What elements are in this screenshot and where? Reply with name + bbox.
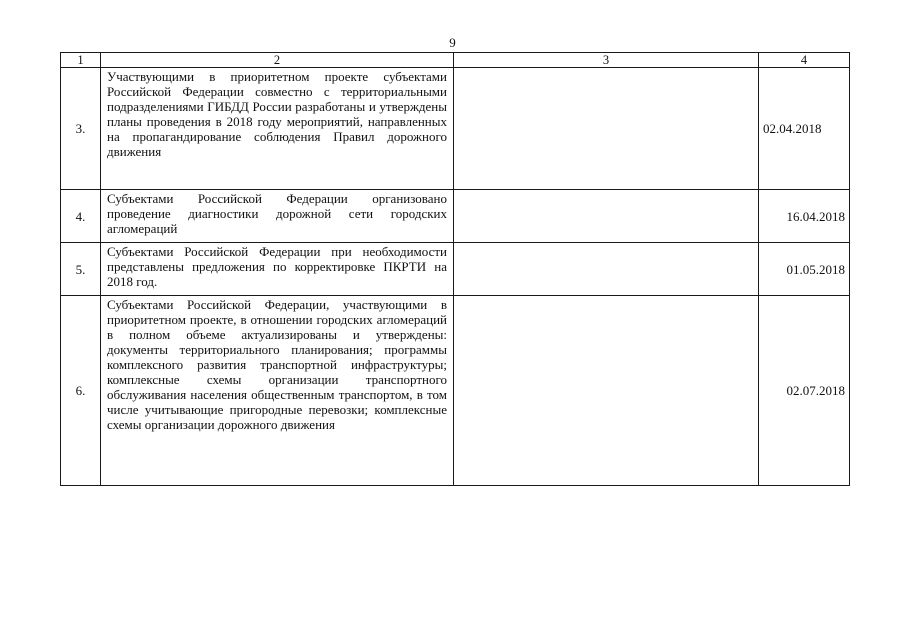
row-number: 6. xyxy=(61,296,101,486)
page-number: 9 xyxy=(449,35,456,50)
table-row xyxy=(61,243,850,296)
row-date: 01.05.2018 xyxy=(759,243,850,296)
row-description xyxy=(101,68,454,190)
row-number: 3. xyxy=(61,68,101,190)
row-description xyxy=(101,243,454,296)
row-description-text: Субъектами Российской Федерации при необходимости представлены предложения по корректировке ПКРТИ на 2018 год. xyxy=(107,244,447,289)
header-col-3: 3 xyxy=(454,53,759,68)
table-row xyxy=(61,190,850,243)
table-header-row xyxy=(61,53,850,68)
row-col3 xyxy=(454,296,759,486)
row-description-text: Субъектами Российской Федерации, участвующими в приоритетном проекте, в отношении городских агломераций в полном объеме актуализированы и утверждены: документы территориального планирования; программы комплексного развития транспортной инфраструктуры; комплексные схемы организации транспортного обслуживания населения общественным транспортом, в том числе учитывающие пригородные перевозки; комплексные схемы организации дорожного движения xyxy=(107,297,447,432)
row-number: 4. xyxy=(61,190,101,243)
row-description xyxy=(101,190,454,243)
table-row xyxy=(61,68,850,190)
row-date: 02.07.2018 xyxy=(759,296,850,486)
row-col3 xyxy=(454,243,759,296)
row-col3 xyxy=(454,190,759,243)
row-number: 5. xyxy=(61,243,101,296)
schedule-table xyxy=(60,52,850,486)
row-date: 02.04.2018 xyxy=(759,68,850,190)
header-col-1: 1 xyxy=(61,53,101,68)
row-col3 xyxy=(454,68,759,190)
row-description xyxy=(101,296,454,486)
row-description-text: Субъектами Российской Федерации организовано проведение диагностики дорожной сети городских агломераций xyxy=(107,191,447,236)
row-description-text: Участвующими в приоритетном проекте субъектами Российской Федерации совместно с территориальными подразделениями ГИБДД России разработаны и утверждены планы проведения в 2018 году мероприятий, направленных на пропагандирование соблюдения Правил дорожного движения xyxy=(107,69,447,159)
row-date: 16.04.2018 xyxy=(759,190,850,243)
header-col-4: 4 xyxy=(759,53,850,68)
header-col-2: 2 xyxy=(101,53,454,68)
table-row xyxy=(61,296,850,486)
